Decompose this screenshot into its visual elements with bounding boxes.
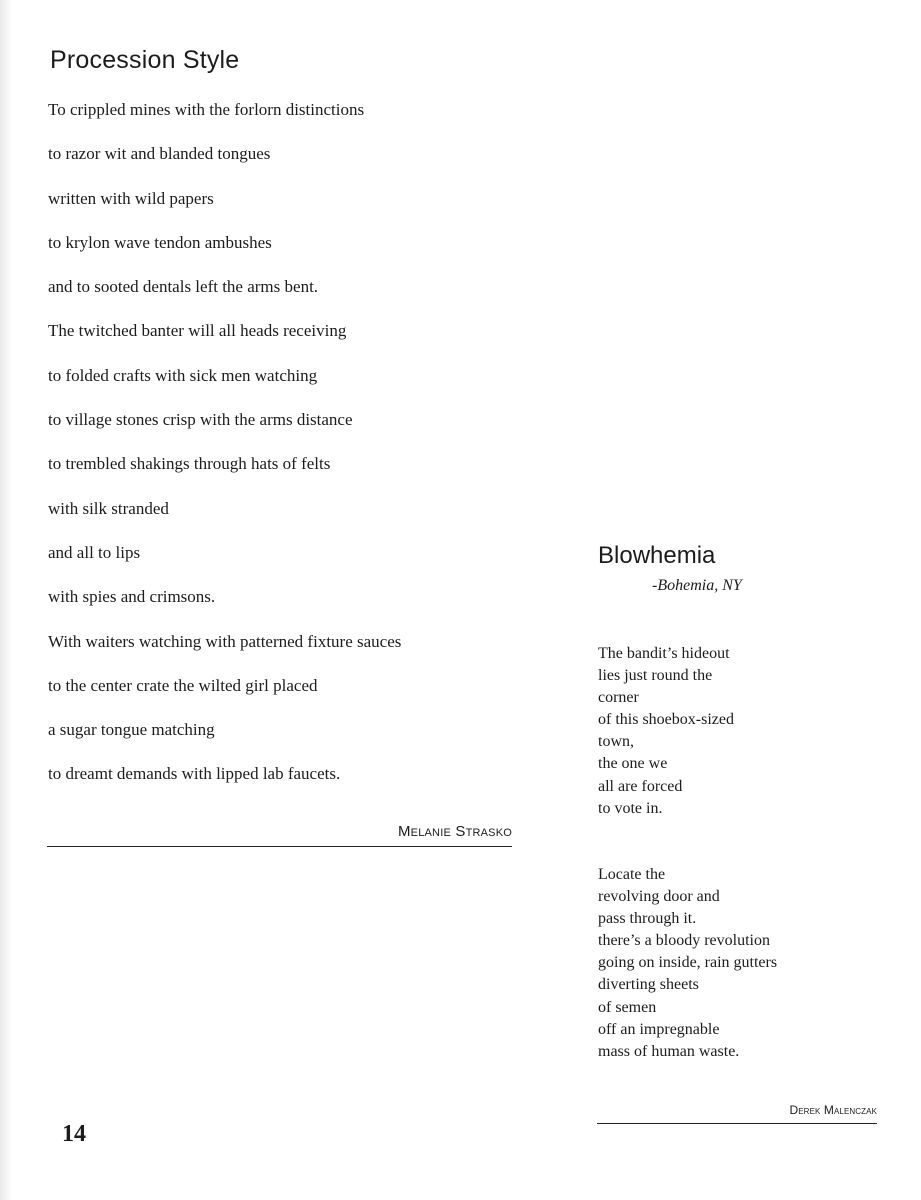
page-number: 14: [62, 1121, 86, 1147]
poem-line: Locate the: [598, 866, 666, 883]
poem-title: Blowhemia: [598, 542, 716, 569]
poem-line: all are forced: [598, 777, 683, 795]
page-edge-shadow: [0, 0, 12, 1200]
poem-line: mass of human waste.: [598, 1042, 740, 1060]
author-byline: Melanie Strasko: [397, 823, 512, 840]
poem-line: The bandit’s hideout: [598, 645, 730, 662]
author-byline: Derek Malenczak: [789, 1103, 877, 1117]
poem-line: To crippled mines with the forlorn distinctions: [48, 100, 365, 119]
poem-line: the one we: [598, 755, 668, 773]
poem-line: With waiters watching with patterned fixture sauces: [48, 631, 402, 651]
divider-rule: [597, 1123, 877, 1124]
poem-line: to village stones crisp with the arms distance: [48, 410, 353, 430]
poem-line: to vote in.: [598, 799, 663, 817]
poem-line: to the center crate the wilted girl placed: [48, 675, 318, 695]
poem-stanza: [598, 643, 734, 820]
poem-subtitle: -Bohemia, NY: [652, 577, 742, 594]
poem-line: off an impregnable: [598, 1020, 720, 1038]
poem-line: to trembled shakings through hats of felts: [48, 454, 331, 474]
poem-line: to dreamt demands with lipped lab faucets.: [48, 764, 341, 784]
poem-line: revolving door and: [598, 888, 720, 906]
poem-line: of this shoebox-sized: [598, 711, 734, 729]
poem-line: written with wild papers: [48, 188, 214, 208]
poem-line: there’s a bloody revolution: [598, 932, 770, 950]
poem-stanza: [598, 864, 777, 1063]
poem-line: corner: [598, 689, 639, 707]
poem-line: of semen: [598, 998, 657, 1016]
poem-line: to krylon wave tendon ambushes: [48, 232, 272, 252]
poem-title: Procession Style: [50, 46, 240, 74]
poem-line: and to sooted dentals left the arms bent.: [48, 277, 319, 297]
poem-line: with spies and crimsons.: [48, 587, 216, 607]
poem-line: going on inside, rain gutters: [598, 954, 778, 972]
poem-line: to razor wit and blanded tongues: [48, 144, 271, 164]
poem-line: a sugar tongue matching: [48, 720, 215, 740]
poem-line: to folded crafts with sick men watching: [48, 365, 318, 385]
poem-body: [48, 97, 401, 806]
poem-line: town,: [598, 733, 634, 751]
poem-line: diverting sheets: [598, 976, 699, 994]
poem-line: pass through it.: [598, 910, 697, 928]
poem-line: The twitched banter will all heads receiving: [48, 321, 347, 341]
poem-line: with silk stranded: [48, 498, 169, 518]
poem-line: lies just round the: [598, 667, 713, 685]
poem-line: and all to lips: [48, 542, 141, 562]
divider-rule: [47, 846, 512, 847]
